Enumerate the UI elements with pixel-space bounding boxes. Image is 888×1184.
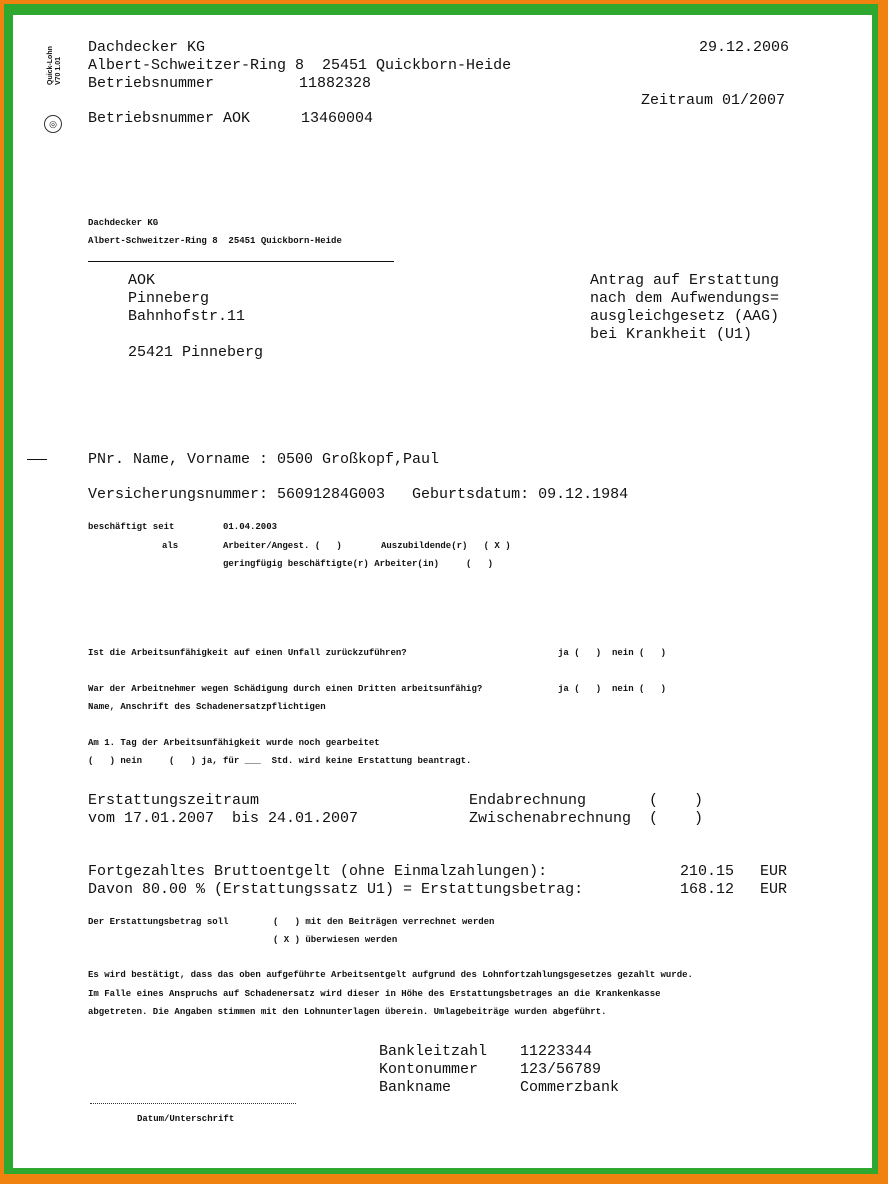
employed-as-label: als bbox=[162, 541, 179, 551]
employed-since-date: 01.04.2003 bbox=[223, 522, 278, 532]
sender-small-name: Dachdecker KG bbox=[88, 218, 159, 228]
company-name: Dachdecker KG bbox=[88, 39, 206, 56]
recipient-line-4: 25421 Pinneberg bbox=[128, 344, 264, 361]
betriebsnummer-value: 11882328 bbox=[299, 75, 372, 92]
option-worker: Arbeiter/Angest. ( ) bbox=[223, 541, 342, 551]
question-first-day: Am 1. Tag der Arbeitsunfähigkeit wurde noch gearbeitet bbox=[88, 738, 380, 748]
subject-line-4: bei Krankheit (U1) bbox=[590, 326, 753, 343]
question-accident: Ist die Arbeitsunfähigkeit auf einen Unfall zurückzuführen? bbox=[88, 648, 407, 658]
bank-name-value: Commerzbank bbox=[520, 1079, 620, 1096]
insurance-number-line: Versicherungsnummer: 56091284G003 Geburtsdatum: 09.12.1984 bbox=[88, 486, 629, 503]
company-address: Albert-Schweitzer-Ring 8 25451 Quickborn-Heide bbox=[88, 57, 512, 74]
answer-third-party: ja ( ) nein ( ) bbox=[558, 684, 667, 694]
aok-number-value: 13460004 bbox=[301, 110, 374, 127]
confirmation-line-2: Im Falle eines Anspruchs auf Schadenersatz wird dieser in Höhe des Erstattungsbetrages an die Krankenkasse bbox=[88, 989, 661, 999]
aok-number-label: Betriebsnummer AOK bbox=[88, 110, 251, 127]
subject-line-1: Antrag auf Erstattung bbox=[590, 272, 780, 289]
refund-option-offset: ( ) mit den Beiträgen verrechnet werden bbox=[273, 917, 495, 927]
recipient-line-3: Bahnhofstr.11 bbox=[128, 308, 246, 325]
recipient-line-1: AOK bbox=[128, 272, 156, 289]
employed-since-label: beschäftigt seit bbox=[88, 522, 175, 532]
account-number-label: Kontonummer bbox=[379, 1061, 479, 1078]
bank-code-label: Bankleitzahl bbox=[379, 1043, 488, 1060]
period-header: Zeitraum 01/2007 bbox=[641, 92, 786, 109]
option-minor-employment: geringfügig beschäftigte(r) Arbeiter(in) ( ) bbox=[223, 559, 494, 569]
option-trainee: Auszubildende(r) ( X ) bbox=[381, 541, 511, 551]
interim-settlement: Zwischenabrechnung ( ) bbox=[469, 810, 704, 827]
sender-small-address: Albert-Schweitzer-Ring 8 25451 Quickborn-Heide bbox=[88, 236, 342, 246]
document-date: 29.12.2006 bbox=[699, 39, 790, 56]
recipient-line-2: Pinneberg bbox=[128, 290, 210, 307]
employee-name-line: PNr. Name, Vorname : 0500 Großkopf,Paul bbox=[88, 451, 440, 468]
refund-amount-value: 168.12 bbox=[680, 881, 735, 898]
document-page bbox=[13, 15, 872, 1168]
answer-accident: ja ( ) nein ( ) bbox=[558, 648, 667, 658]
bank-name-label: Bankname bbox=[379, 1079, 452, 1096]
software-logo-text bbox=[47, 46, 63, 85]
final-settlement: Endabrechnung ( ) bbox=[469, 792, 704, 809]
confirmation-line-3: abgetreten. Die Angaben stimmen mit den Lohnunterlagen überein. Umlagebeiträge wurden abgeführt. bbox=[88, 1007, 607, 1017]
cd-icon: ◎ bbox=[44, 115, 62, 133]
fold-mark bbox=[27, 459, 47, 460]
bank-code-value: 11223344 bbox=[520, 1043, 593, 1060]
gross-pay-currency: EUR bbox=[760, 863, 788, 880]
refund-method-label: Der Erstattungsbetrag soll bbox=[88, 917, 229, 927]
logo-line-1: Quick-Lohn bbox=[47, 46, 54, 85]
question-third-party: War der Arbeitnehmer wegen Schädigung durch einen Dritten arbeitsunfähig? bbox=[88, 684, 483, 694]
refund-period-label: Erstattungszeitraum bbox=[88, 792, 260, 809]
third-party-details-label: Name, Anschrift des Schadenersatzpflichtigen bbox=[88, 702, 326, 712]
account-number-value: 123/56789 bbox=[520, 1061, 602, 1078]
subject-line-3: ausgleichgesetz (AAG) bbox=[590, 308, 780, 325]
subject-line-2: nach dem Aufwendungs= bbox=[590, 290, 780, 307]
signature-label: Datum/Unterschrift bbox=[137, 1114, 235, 1124]
gross-pay-value: 210.15 bbox=[680, 863, 735, 880]
refund-option-transfer: ( X ) überwiesen werden bbox=[273, 935, 398, 945]
betriebsnummer-label: Betriebsnummer bbox=[88, 75, 215, 92]
logo-line-2: V70 1.01 bbox=[55, 56, 62, 85]
gross-pay-label: Fortgezahltes Bruttoentgelt (ohne Einmalzahlungen): bbox=[88, 863, 548, 880]
answer-first-day: ( ) nein ( ) ja, für ___ Std. wird keine Erstattung beantragt. bbox=[88, 756, 472, 766]
refund-period-range: vom 17.01.2007 bis 24.01.2007 bbox=[88, 810, 359, 827]
refund-amount-currency: EUR bbox=[760, 881, 788, 898]
refund-rate-label: Davon 80.00 % (Erstattungssatz U1) = Erstattungsbetrag: bbox=[88, 881, 584, 898]
signature-line bbox=[90, 1103, 296, 1104]
sender-divider bbox=[88, 261, 394, 262]
confirmation-line-1: Es wird bestätigt, dass das oben aufgeführte Arbeitsentgelt aufgrund des Lohnfortzahlungsgesetzes gezahlt wurde. bbox=[88, 970, 693, 980]
